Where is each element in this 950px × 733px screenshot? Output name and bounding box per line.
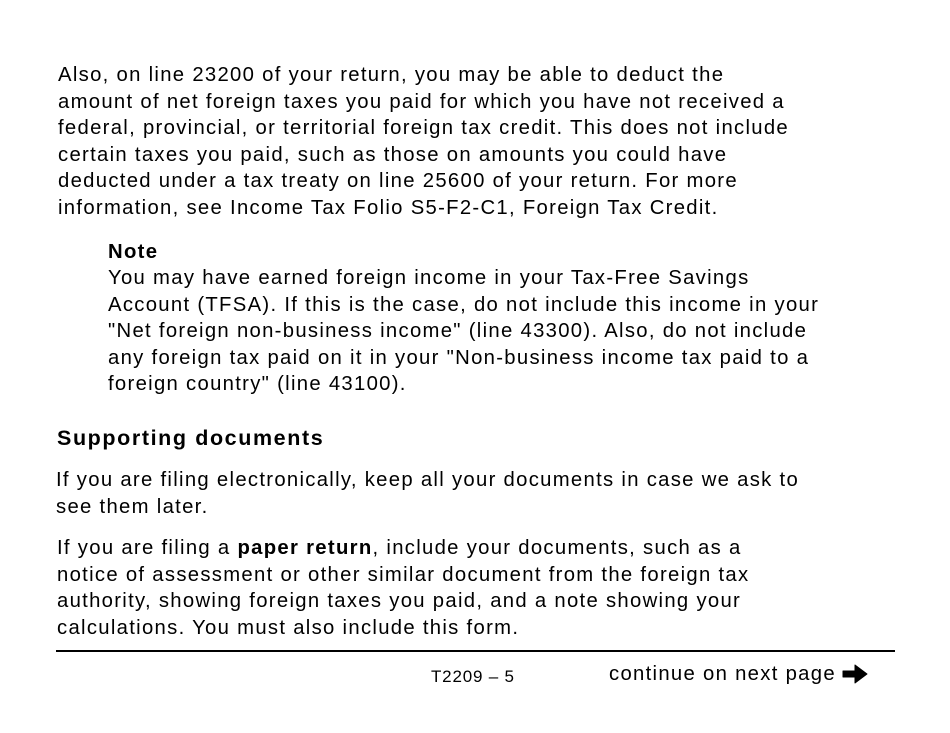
note-text: You may have earned foreign income in your Tax-Free Savings Account (TFSA). If this is the case, do not include this income in your "Net foreign non-business income" (line 43300). Also, do not include any foreign tax paid on it in your "Non-business income tax paid to a foreign country" (line 43100). [108, 267, 820, 395]
continue-label: continue on next page [609, 663, 836, 685]
electronic-filing-paragraph: If you are filing electronically, keep all your documents in case we ask to see them later. [56, 469, 800, 518]
page-number: T2209 – 5 [431, 667, 515, 686]
section-heading-supporting-documents: Supporting documents [57, 426, 325, 450]
footer-divider [56, 650, 895, 652]
paper-filing-paragraph [57, 535, 917, 641]
paper-filing-suffix: , include your documents, such as a notice of assessment or other similar document from the foreign tax authority, showing foreign taxes you paid, and a note showing your calculations. You must also include this form. [57, 537, 750, 639]
arrow-right-icon [842, 663, 868, 685]
paper-return-emphasis: paper return [237, 537, 373, 559]
paper-filing-prefix: If you are filing a [57, 537, 238, 559]
note-heading: Note [108, 241, 159, 263]
foreign-tax-deduction-paragraph: Also, on line 23200 of your return, you may be able to deduct the amount of net foreign taxes you paid for which you have not received a federal, provincial, or territorial foreign tax credit. This does not include certain taxes you paid, such as those on amounts you could have deducted under a tax treaty on line 25600 of your return. For more information, see Income Tax Folio S5-F2-C1, Foreign Tax Credit. [58, 64, 790, 219]
continue-on-next-page[interactable] [609, 661, 868, 687]
